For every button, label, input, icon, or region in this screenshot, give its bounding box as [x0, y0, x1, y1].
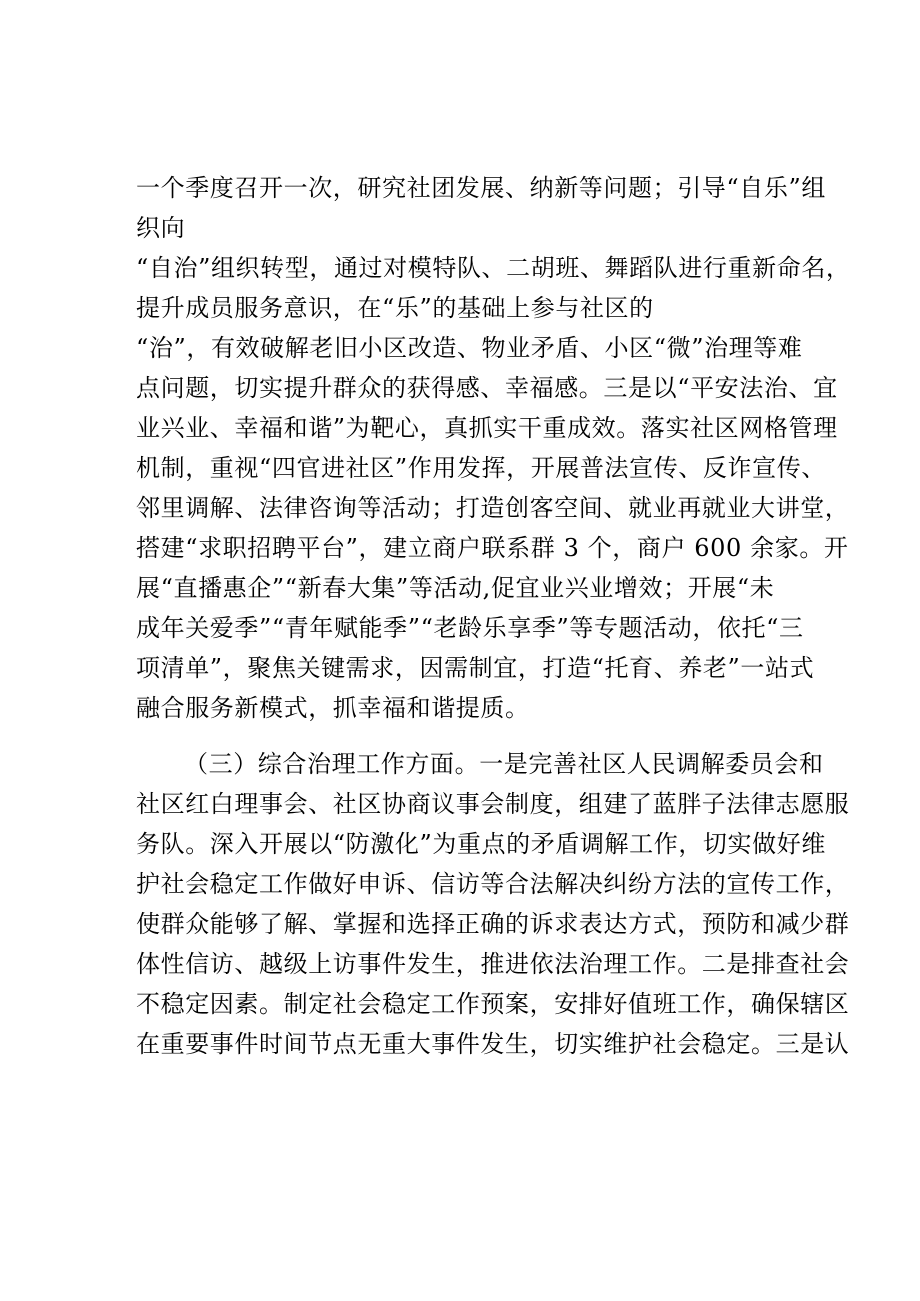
paragraph-line: 不稳定因素。制定社会稳定工作预案，安排好值班工作，确保辖区 [136, 990, 850, 1018]
paragraph-line: 成年关爱季”“青年赋能季”“老龄乐享季”等专题活动，依托“三 [136, 614, 804, 642]
paragraph-line: 社区红白理事会、社区协商议事会制度，组建了蓝胖子法律志愿服 [136, 790, 850, 818]
paragraph-1 [136, 168, 851, 728]
paragraph-line: “治”，有效破解老旧小区改造、物业矛盾、小区“微”治理等难 [136, 334, 803, 362]
paragraph-line: （三）综合治理工作方面。一是完善社区人民调解委员会和 [184, 750, 824, 778]
paragraph-line: 使群众能够了解、掌握和选择正确的诉求表达方式，预防和减少群 [136, 910, 850, 938]
paragraph-line: 务队。深入开展以“防激化”为重点的矛盾调解工作，切实做好维 [136, 830, 826, 858]
paragraph-line: 点问题，切实提升群众的获得感、幸福感。三是以“平安法治、宜 [136, 374, 838, 402]
paragraph-line: 提升成员服务意识，在“乐”的基础上参与社区的 [136, 294, 654, 322]
paragraph-line: 织向 [136, 214, 186, 242]
paragraph-line: 展“直播惠企”“新春大集”等活动,促宜业兴业增效；开展“未 [136, 574, 775, 602]
paragraph-line: 护社会稳定工作做好申诉、信访等合法解决纠纷方法的宣传工作， [136, 870, 850, 898]
paragraph-line: 在重要事件时间节点无重大事件发生，切实维护社会稳定。三是认 [136, 1030, 850, 1058]
document-body [136, 168, 851, 1064]
paragraph-line: 项清单”，聚焦关键需求，因需制宜，打造“托育、养老”一站式 [136, 654, 815, 682]
paragraph-line: 邻里调解、法律咨询等活动；打造创客空间、就业再就业大讲堂， [136, 494, 850, 522]
paragraph-line: 搭建“求职招聘平台”，建立商户联系群 3 个，商户 600 余家。开 [136, 534, 849, 562]
paragraph-gap [136, 728, 812, 744]
paragraph-line: 一个季度召开一次，研究社团发展、纳新等问题；引导“自乐”组 [136, 174, 826, 202]
paragraph-line: “自治”组织转型，通过对模特队、二胡班、舞蹈队进行重新命名， [136, 254, 851, 282]
paragraph-line: 体性信访、越级上访事件发生，推进依法治理工作。二是排查社会 [136, 950, 850, 978]
paragraph-line: 业兴业、幸福和谐”为靶心，真抓实干重成效。落实社区网格管理 [136, 414, 838, 442]
paragraph-line: 融合服务新模式，抓幸福和谐提质。 [136, 694, 530, 722]
paragraph-2 [136, 744, 850, 1064]
paragraph-line: 机制，重视“四官进社区”作用发挥，开展普法宣传、反诈宣传、 [136, 454, 826, 482]
